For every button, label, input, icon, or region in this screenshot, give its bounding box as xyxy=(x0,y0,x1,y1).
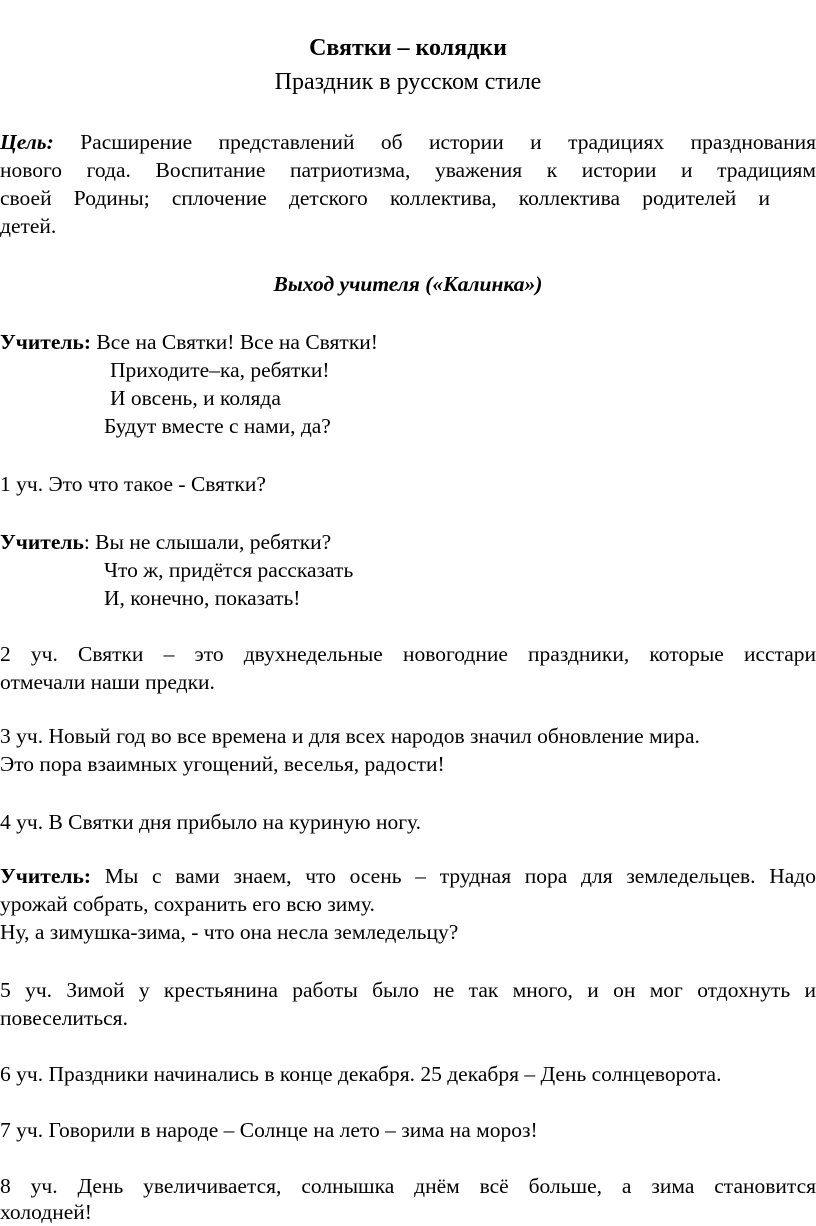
teacher-3-line-1 xyxy=(0,862,816,890)
teacher-verse-1: Все на Святки! Все на Святки! xyxy=(91,330,378,354)
teacher-line-1 xyxy=(0,328,378,356)
teacher-verse-4: Будут вместе с нами, да? xyxy=(104,414,331,438)
teacher-label: Учитель: xyxy=(0,330,91,354)
student-1-line: 1 уч. Это что такое - Святки? xyxy=(0,472,266,496)
teacher-2-verse-2: Что ж, придётся рассказать xyxy=(104,558,354,582)
stage-direction: Выход учителя («Калинка») xyxy=(273,272,543,296)
goal-line-1 xyxy=(0,128,816,156)
teacher-3-line-3: Ну, а зимушка-зима, - что она несла земледельцу? xyxy=(0,920,459,944)
student-2-line-2: отмечали наши предки. xyxy=(0,670,215,694)
student-2-line-1: 2 уч. Святки – это двухнедельные новогодние праздники, которые исстари xyxy=(0,642,816,666)
student-6-line: 6 уч. Праздники начинались в конце декабря. 25 декабря – День солнцеворота. xyxy=(0,1062,722,1086)
page-title: Святки – колядки xyxy=(309,35,507,61)
teacher-verse-3: И овсень, и коляда xyxy=(110,386,281,410)
student-3-line-1: 3 уч. Новый год во все времена и для всех народов значил обновление мира. xyxy=(0,724,700,748)
teacher-3-label: Учитель: xyxy=(0,864,91,888)
student-5-line-2: повеселиться. xyxy=(0,1006,128,1030)
student-8-line-2: холодней! xyxy=(0,1200,92,1224)
goal-line-2: нового года. Воспитание патриотизма, уважения к истории и традициям xyxy=(0,158,816,182)
student-7-line: 7 уч. Говорили в народе – Солнце на лето – зима на мороз! xyxy=(0,1118,538,1142)
goal-line-3: своей Родины; сплочение детского коллектива, коллектива родителей и xyxy=(0,186,770,210)
page-subtitle: Праздник в русском стиле xyxy=(274,69,542,95)
teacher-2-verse-3: И, конечно, показать! xyxy=(104,586,301,610)
student-5-line-1: 5 уч. Зимой у крестьянина работы было не так много, и он мог отдохнуть и xyxy=(0,978,816,1002)
teacher-verse-2: Приходите–ка, ребятки! xyxy=(110,358,330,382)
teacher-2-line-1 xyxy=(0,528,331,556)
teacher-2-label: Учитель xyxy=(0,530,84,554)
student-4-line: 4 уч. В Святки дня прибыло на куриную ногу. xyxy=(0,810,421,834)
goal-line-4: детей. xyxy=(0,214,57,238)
teacher-3-text-1: Мы с вами знаем, что осень – трудная пора для земледельцев. Надо xyxy=(91,864,816,888)
student-8-line-1: 8 уч. День увеличивается, солнышка днём всё больше, а зима становится xyxy=(0,1174,816,1198)
goal-label: Цель: xyxy=(0,130,54,154)
student-3-line-2: Это пора взаимных угощений, веселья, радости! xyxy=(0,752,445,776)
goal-text-1: Расширение представлений об истории и традициях празднования xyxy=(53,130,816,154)
teacher-3-line-2: урожай собрать, сохранить его всю зиму. xyxy=(0,892,375,916)
teacher-2-verse-1: : Вы не слышали, ребятки? xyxy=(83,530,332,554)
